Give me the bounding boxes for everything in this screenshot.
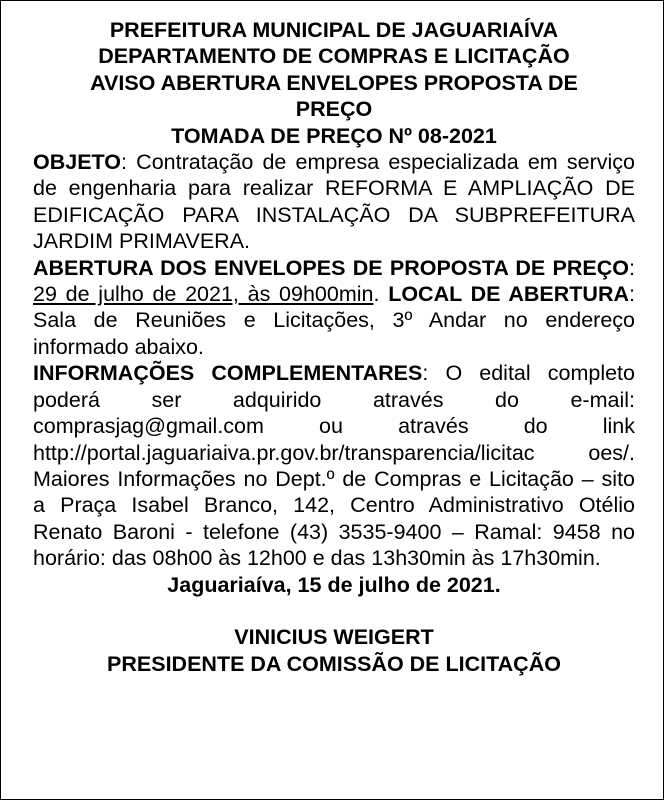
info-paragraph xyxy=(33,360,635,571)
info-label: INFORMAÇÕES COMPLEMENTARES xyxy=(33,361,423,386)
abertura-separator: : xyxy=(629,255,635,280)
local-text: : Sala de Reuniões e Licitações, 3º Andar no endereço informado abaixo. xyxy=(33,282,635,359)
date-line: Jaguariaíva, 15 de julho de 2021. xyxy=(167,572,501,597)
header-line-4: PREÇO xyxy=(295,97,373,122)
info-text-2: oes/. Maiores Informações no Dept.º de Compras e Licitação – sito a Praça Isabel Branco, 142, Centro Administrativo Otélio Renato Baroni - telefone (43) 3535-9400 – Ramal: 9458 no horário: das 08h00 às 12h00 e das 13h30min às 17h30min. xyxy=(33,440,635,571)
signature-name: VINICIUS WEIGERT xyxy=(234,625,434,650)
header-line-5: TOMADA DE PREÇO Nº 08-2021 xyxy=(171,123,497,148)
header-line-3: AVISO ABERTURA ENVELOPES PROPOSTA DE xyxy=(90,70,578,95)
info-link[interactable]: http://portal.jaguariaiva.pr.gov.br/transparencia/licitac xyxy=(33,440,535,465)
objeto-label: OBJETO xyxy=(33,150,122,175)
abertura-label: ABERTURA DOS ENVELOPES DE PROPOSTA DE PREÇO xyxy=(33,255,630,280)
abertura-date: 29 de julho de 2021, às 09h00min xyxy=(33,282,374,307)
local-label: LOCAL DE ABERTURA xyxy=(388,282,630,307)
header-line-1: PREFEITURA MUNICIPAL DE JAGUARIAÍVA xyxy=(109,18,559,42)
notice-content xyxy=(33,17,635,677)
spacer xyxy=(33,598,635,624)
abertura-after-date: . xyxy=(373,282,389,307)
objeto-paragraph xyxy=(33,149,635,255)
header-line-2: DEPARTAMENTO DE COMPRAS E LICITAÇÃO xyxy=(98,44,570,69)
abertura-paragraph xyxy=(33,255,635,361)
signature-title: PRESIDENTE DA COMISSÃO DE LICITAÇÃO xyxy=(107,651,561,676)
info-text-1: : O edital completo poderá ser adquirido através do e-mail: comprasjag@gmail.com ou através do link xyxy=(33,361,635,439)
objeto-text: : Contratação de empresa especializada em serviço de engenharia para realizar REFORMA E AMPLIAÇÃO DE EDIFICAÇÃO PARA INSTALAÇÃO DA SUBPREFEITURA JARDIM PRIMAVERA. xyxy=(33,150,635,254)
